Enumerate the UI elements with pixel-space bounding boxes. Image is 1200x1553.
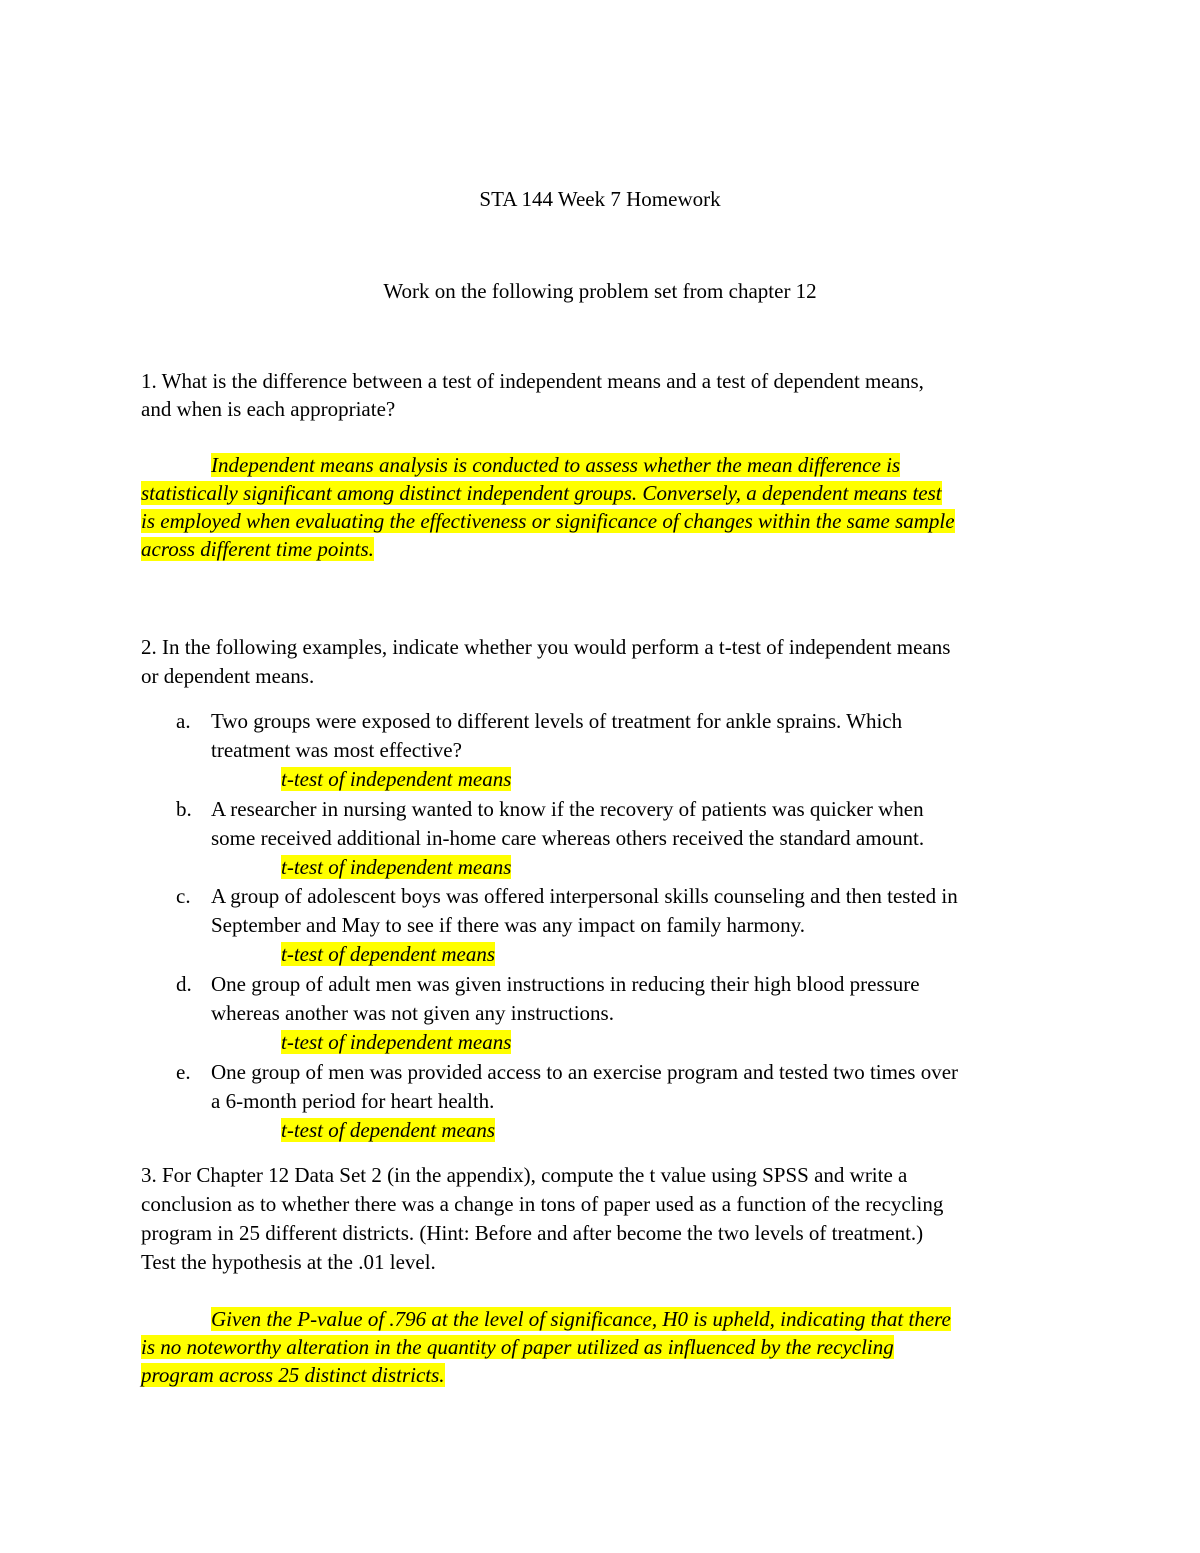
question-2-line: 2. In the following examples, indicate whether you would perform a t-test of independent means	[141, 635, 951, 659]
list-item-text: whereas another was not given any instructions.	[211, 1001, 614, 1025]
question-3-line: 3. For Chapter 12 Data Set 2 (in the appendix), compute the t value using SPSS and write a	[141, 1163, 908, 1187]
list-item-text: September and May to see if there was any impact on family harmony.	[211, 913, 806, 937]
list-marker: e.	[176, 1060, 191, 1084]
answer-line: Independent means analysis is conducted to assess whether the mean difference is	[211, 453, 901, 477]
list-item-answer: t-test of independent means	[281, 1030, 512, 1054]
list-item-text: a 6-month period for heart health.	[211, 1089, 495, 1113]
question-1-line: 1. What is the difference between a test of independent means and a test of dependent means,	[141, 369, 924, 393]
question-1-line: and when is each appropriate?	[141, 397, 396, 421]
list-item-text: One group of adult men was given instructions in reducing their high blood pressure	[211, 972, 920, 996]
list-marker: d.	[176, 972, 192, 996]
list-marker: a.	[176, 709, 191, 733]
list-item-text: A group of adolescent boys was offered interpersonal skills counseling and then tested in	[211, 884, 958, 908]
list-item-answer: t-test of independent means	[281, 855, 512, 879]
question-3-line: program in 25 different districts. (Hint: Before and after become the two levels of treatment.)	[141, 1221, 924, 1245]
list-item-text: A researcher in nursing wanted to know if the recovery of patients was quicker when	[211, 797, 924, 821]
document-subtitle: Work on the following problem set from chapter 12	[383, 279, 817, 303]
question-2-line: or dependent means.	[141, 664, 315, 688]
answer-line: is no noteworthy alteration in the quantity of paper utilized as influenced by the recycling	[141, 1335, 894, 1359]
list-item-answer: t-test of dependent means	[281, 942, 496, 966]
answer-line: statistically significant among distinct independent groups. Conversely, a dependent means test	[141, 481, 942, 505]
question-3-line: conclusion as to whether there was a change in tons of paper used as a function of the recycling	[141, 1192, 944, 1216]
answer-line: is employed when evaluating the effectiveness or significance of changes within the same sample	[141, 509, 955, 533]
list-item-text: Two groups were exposed to different levels of treatment for ankle sprains. Which	[211, 709, 903, 733]
list-marker: b.	[176, 797, 192, 821]
list-item-text: One group of men was provided access to an exercise program and tested two times over	[211, 1060, 959, 1084]
document-title: STA 144 Week 7 Homework	[479, 187, 721, 211]
list-item-answer: t-test of independent means	[281, 767, 512, 791]
question-3-line: Test the hypothesis at the .01 level.	[141, 1250, 436, 1274]
list-marker: c.	[176, 884, 191, 908]
answer-line: program across 25 distinct districts.	[141, 1363, 445, 1387]
answer-line: Given the P-value of .796 at the level of significance, H0 is upheld, indicating that there	[211, 1307, 951, 1331]
answer-line: across different time points.	[141, 537, 374, 561]
list-item-answer: t-test of dependent means	[281, 1118, 496, 1142]
list-item-text: treatment was most effective?	[211, 738, 462, 762]
list-item-text: some received additional in-home care whereas others received the standard amount.	[211, 826, 925, 850]
